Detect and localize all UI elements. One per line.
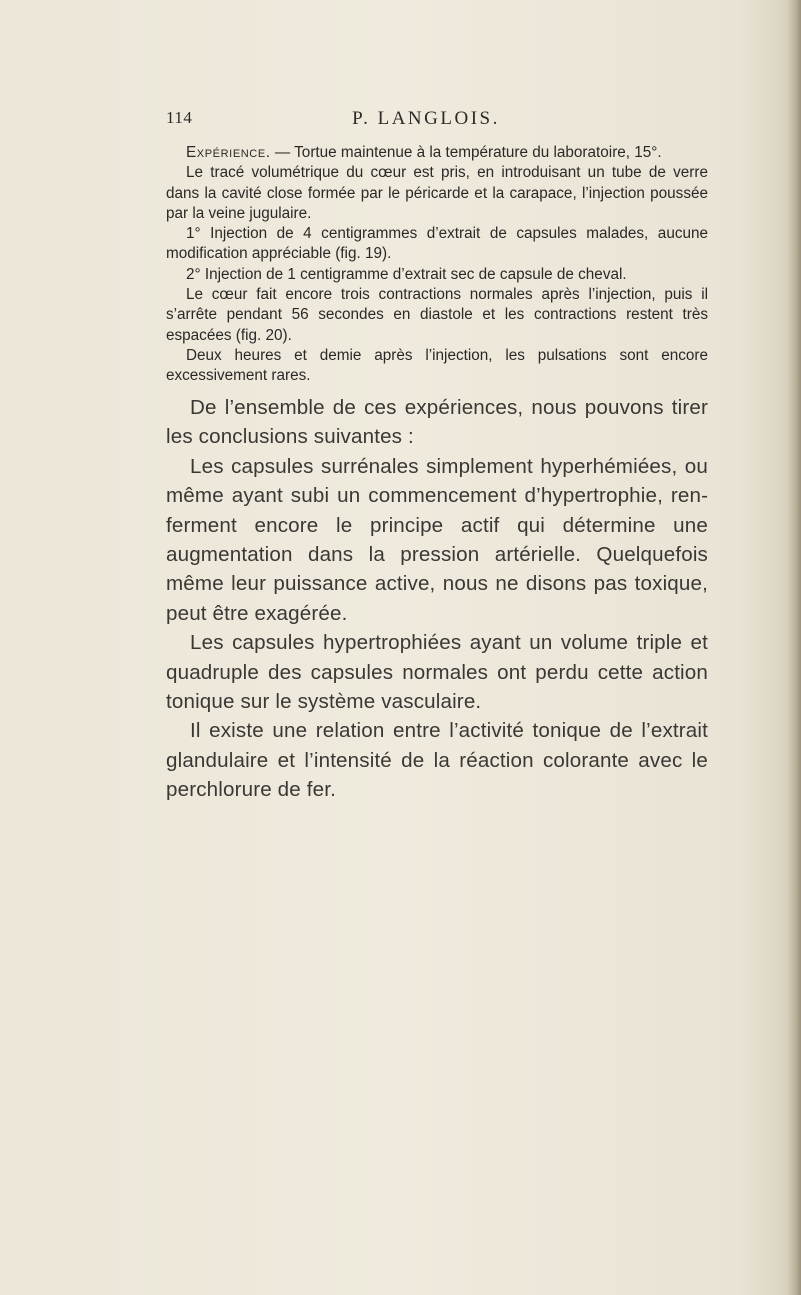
page-edge-shadow — [787, 0, 801, 1295]
conclusions-section — [166, 393, 708, 805]
experiment-section — [166, 143, 708, 387]
experiment-label: Expérience. — [186, 144, 271, 161]
experiment-paragraph: Le cœur fait encore trois contractions normales après l’injection, puis il s’arrête pendant 56 secondes en diastole et les contractions restent très espacées (fig. 20). — [166, 286, 708, 344]
experiment-paragraph: Le tracé volumétrique du cœur est pris, en introduisant un tube de verre dans la cavité close formée par le péricarde et la carapace, l’injection poussée par la veine jugulaire. — [166, 164, 708, 222]
running-title: P. LANGLOIS. — [352, 108, 500, 129]
conclusion-paragraph: Les capsules hypertrophiées ayant un volume triple et quadruple des capsules normales ont perdu cette action tonique sur le système vasculaire. — [166, 631, 708, 714]
conclusion-paragraph: De l’ensemble de ces expériences, nous pouvons tirer les conclusions suivantes : — [166, 396, 708, 449]
experiment-paragraph: 2° Injection de 1 centigramme d’extrait sec de capsule de cheval. — [186, 265, 627, 283]
experiment-paragraph: 1° Injection de 4 centigrammes d’extrait de capsules malades, aucune modification appréciable (fig. 19). — [166, 225, 708, 263]
conclusion-paragraph: Les capsules surrénales simplement hyperhémiées, ou même ayant subi un commencement d’hypertrophie, renferment encore le principe actif qui détermine une augmentation dans la pression artérielle. Quelquefois même leur puissance active, nous ne disons pas toxique, peut être exagérée. — [166, 454, 708, 625]
experiment-intro: — Tortue maintenue à la température du laboratoire, 15°. — [270, 144, 662, 161]
page-number: 114 — [166, 108, 193, 127]
experiment-paragraph: Deux heures et demie après l’injection, les pulsations sont encore excessivement rares. — [166, 346, 708, 385]
conclusion-paragraph: Il existe une relation entre l’activité tonique de l’extrait glandulaire et l’intensité de la réaction colorante avec le perchlorure de fer. — [166, 719, 708, 802]
running-head — [166, 108, 686, 134]
experiment-heading-paragraph — [166, 143, 708, 163]
